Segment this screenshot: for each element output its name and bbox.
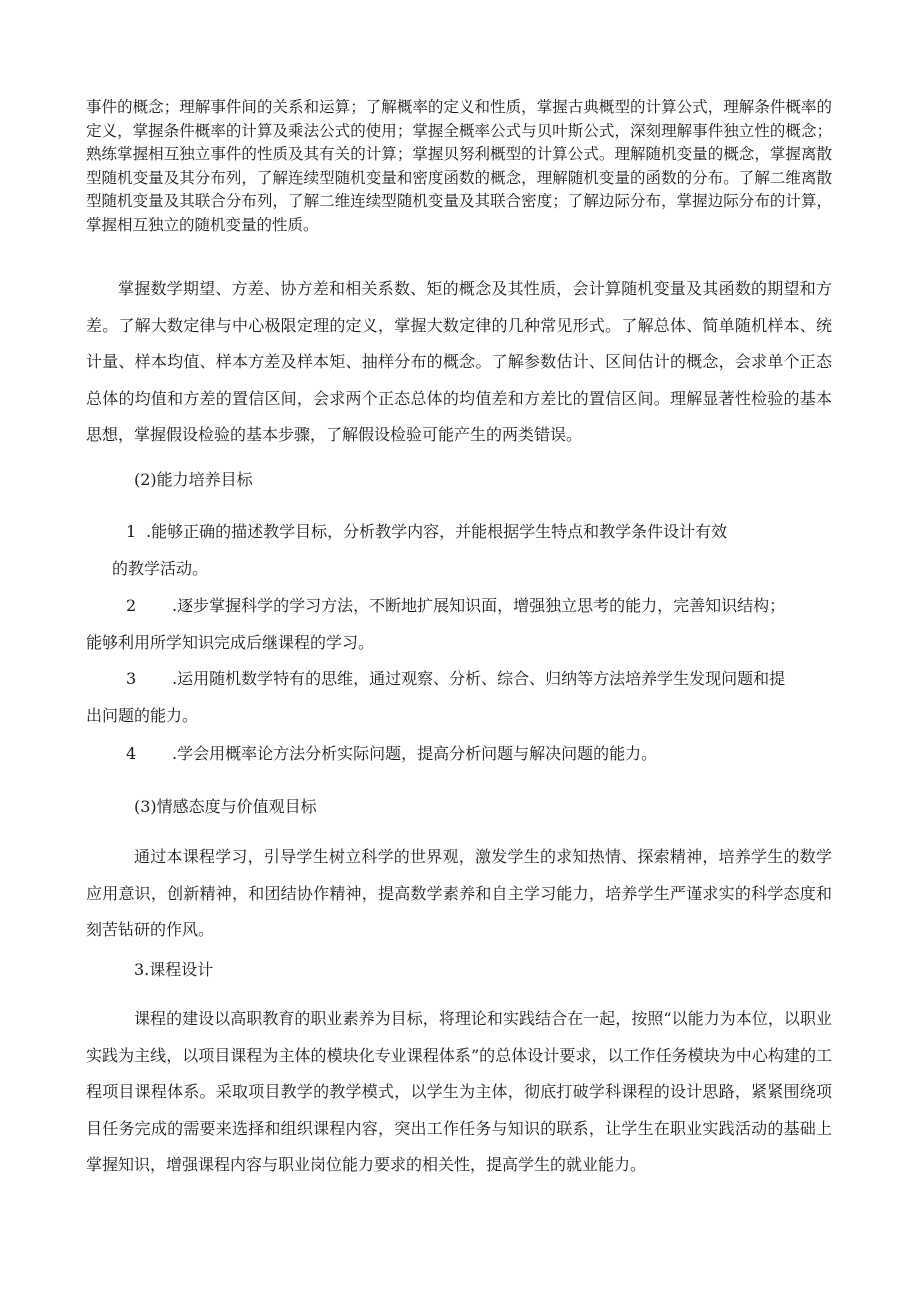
paragraph-course-design: 课程的建设以高职教育的职业素养为目标，将理论和实践结合在一起，按照“以能力为本位，以职业实践为主线，以项目课程为主体的模块化专业课程体系”的总体设计要求，以工作任务模块为中心构建的工程项目课程体系。采取项目教学的教学模式，以学生为主体，彻底打破学科课程的设计思路，紧紧围绕项目任务完成的需要来选择和组织课程内容，突出工作任务与知识的联系，让学生在职业实践活动的基础上掌握知识，增强课程内容与职业岗位能力要求的相关性，提高学生的就业能力。 xyxy=(86,1009,832,1174)
list-item-continuation: 出问题的能力。 xyxy=(86,705,199,725)
list-item-number: 3 xyxy=(126,669,137,688)
heading-ability-goals: (2)能力培养目标 xyxy=(134,470,253,489)
list-item-continuation: 的教学活动。 xyxy=(112,558,209,578)
paragraph-probability-concepts: 事件的概念；理解事件间的关系和运算；了解概率的定义和性质，掌握古典概型的计算公式，理解条件概率的定义，掌握条件概率的计算及乘法公式的使用；掌握全概率公式与贝叶斯公式，深刻理解事件独立性的概念；熟练掌握相互独立事件的性质及其有关的计算；掌握贝努利概型的计算公式。理解随机变量的概念，掌握离散型随机变量及其分布列，了解连续型随机变量和密度函数的概念，理解随机变量的函数的分布。了解二维离散型随机变量及其联合分布列，了解二维连续型随机变量及其联合密度；了解边际分布，掌握边际分布的计算，掌握相互独立的随机变量的性质。 xyxy=(86,98,832,234)
list-item-text: .能够正确的描述教学目标，分析教学内容，并能根据学生特点和教学条件设计有效 xyxy=(146,522,728,541)
list-item-2 xyxy=(86,588,832,661)
list-item-1 xyxy=(112,514,832,587)
list-item-text: .运用随机数学特有的思维，通过观察、分析、综合、归纳等方法培养学生发现问题和提 xyxy=(172,669,786,688)
list-item-continuation: 能够利用所学知识完成后继课程的学习。 xyxy=(86,632,375,652)
list-item-4 xyxy=(126,736,832,773)
list-item-number: 4 xyxy=(126,744,137,763)
heading-emotion-values-goals: (3)情感态度与价值观目标 xyxy=(134,797,317,816)
list-item-text: .学会用概率论方法分析实际问题，提高分析问题与解决问题的能力。 xyxy=(172,744,658,763)
paragraph-emotion-values: 通过本课程学习，引导学生树立科学的世界观，激发学生的求知热情、探索精神，培养学生的数学应用意识，创新精神，和团结协作精神，提高数学素养和自主学习能力，培养学生严谨求实的科学态度和刻苦钻研的作风。 xyxy=(86,847,832,939)
list-item-text: .逐步掌握科学的学习方法，不断地扩展知识面，增强独立思考的能力，完善知识结构； xyxy=(172,596,786,615)
list-item-number: 2 xyxy=(126,596,137,615)
heading-course-design: 3.课程设计 xyxy=(134,960,214,979)
paragraph-expectation-statistics: 掌握数学期望、方差、协方差和相关系数、矩的概念及其性质，会计算随机变量及其函数的期望和方差。了解大数定律与中心极限定理的定义，掌握大数定律的几种常见形式。了解总体、简单随机样本、统计量、样本均值、样本方差及样本矩、抽样分布的概念。了解参数估计、区间估计的概念，会求单个正态总体的均值和方差的置信区间，会求两个正态总体的均值差和方差比的置信区间。理解显著性检验的基本思想，掌握假设检验的基本步骤，了解假设检验可能产生的两类错误。 xyxy=(86,279,832,444)
list-item-number: 1 xyxy=(126,522,137,541)
list-item-3 xyxy=(86,661,832,734)
